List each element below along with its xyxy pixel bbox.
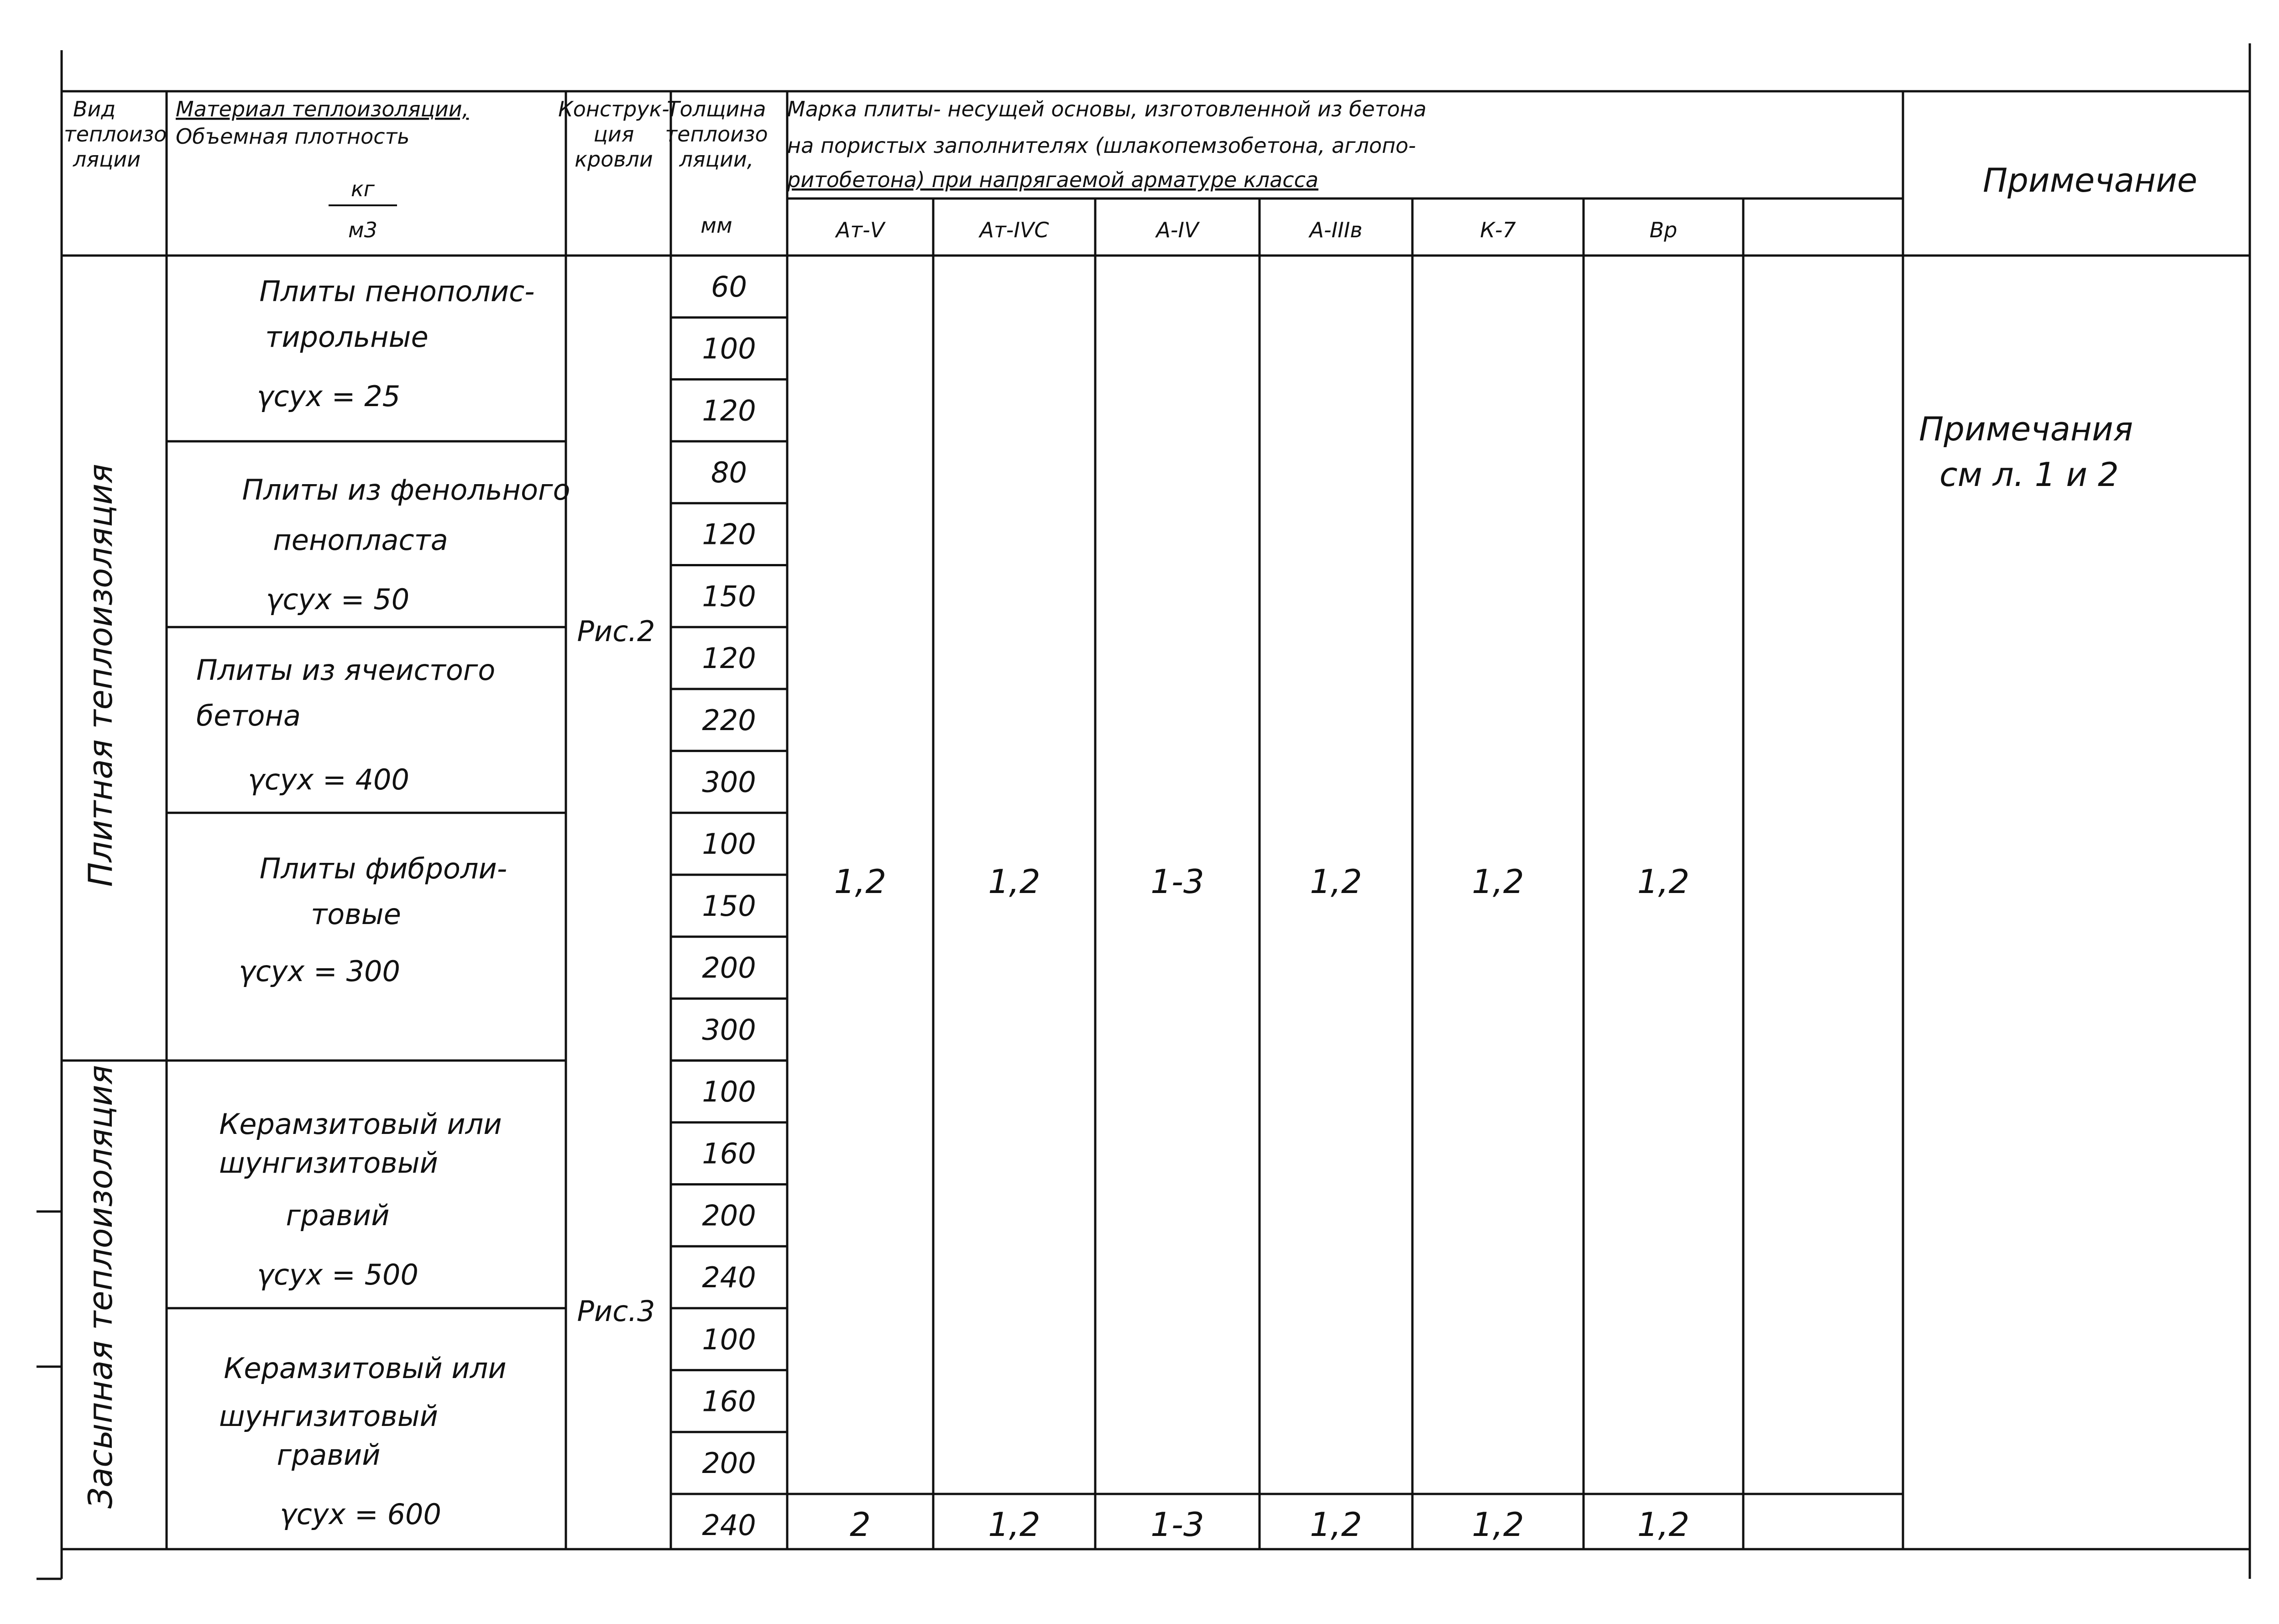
class-header-2: А-IV (1156, 218, 1199, 242)
material-6-line-1: Керамзитовый или (224, 1352, 507, 1385)
material-3-line-2: бетона (196, 699, 301, 732)
construction-fig-2: Рис.2 (577, 615, 655, 648)
remark-line-1: Примечания (1919, 410, 2133, 448)
mark-value-last-row: 1,2 (1637, 1505, 1690, 1544)
mark-value-main: 1,2 (1310, 862, 1362, 901)
mark-values (834, 862, 1690, 1544)
mark-value-main: 1,2 (834, 862, 887, 901)
header-kind-line-1: Вид (73, 97, 116, 121)
mark-value-main: 1-3 (1150, 862, 1204, 901)
header-mark-line-2: на пористых заполнителях (шлакопемзобетона, аглопо- (787, 133, 1416, 158)
header-thickness-line-1: Толщина (667, 97, 766, 121)
class-header-3: А-IIIв (1309, 218, 1363, 242)
thickness-cell: 160 (702, 1384, 756, 1418)
mark-value-main: 1,2 (1637, 862, 1690, 901)
thickness-cell: 120 (702, 394, 756, 428)
thickness-cell: 100 (702, 827, 756, 861)
header-unit-denominator: м3 (348, 218, 377, 242)
thickness-cell: 200 (702, 1446, 756, 1480)
material-5-line-3: гравий (286, 1199, 390, 1232)
material-2-line-2: пенопласта (273, 523, 448, 557)
kind-labels (81, 464, 120, 1509)
material-6-density: γсух = 600 (280, 1498, 441, 1531)
header-mark-line-1: Марка плиты- несущей основы, изготовленной из бетона (787, 97, 1427, 121)
thickness-cell: 100 (702, 1075, 756, 1108)
thickness-cell: 300 (702, 765, 756, 799)
header-construction-line-1: Конструк- (558, 97, 669, 121)
class-header-4: К-7 (1480, 218, 1516, 242)
thickness-cell: 240 (702, 1508, 756, 1542)
material-1-line-2: тирольные (265, 320, 429, 354)
thickness-cell: 150 (702, 580, 756, 613)
remarks (1919, 410, 2133, 494)
thickness-cell: 200 (702, 1199, 756, 1232)
material-4-density: γсух = 300 (239, 955, 400, 988)
material-6-line-2: шунгизитовый (219, 1399, 438, 1433)
remark-line-2: см л. 1 и 2 (1939, 455, 2119, 494)
header-kind-line-3: ляции (73, 147, 141, 172)
mark-value-last-row: 1,2 (1310, 1505, 1362, 1544)
material-5-density: γсух = 500 (257, 1258, 418, 1291)
mark-value-last-row: 2 (850, 1505, 871, 1544)
material-6-line-3: гравий (277, 1438, 381, 1472)
mark-value-main: 1,2 (988, 862, 1040, 901)
header-kind-line-2: теплоизо (64, 122, 167, 146)
mark-value-main: 1,2 (1472, 862, 1524, 901)
construction-fig-3: Рис.3 (577, 1295, 655, 1328)
materials (196, 275, 570, 1531)
class-header-1: Ат-IVС (979, 218, 1049, 242)
header-thickness-line-2: теплоизо (665, 122, 768, 146)
header-material-line-1: Материал теплоизоляции, (176, 97, 469, 121)
material-2-line-1: Плиты из фенольного (242, 473, 570, 507)
material-1-line-1: Плиты пенополис- (259, 275, 535, 308)
thickness-cell: 240 (702, 1261, 756, 1295)
thickness-cell: 80 (711, 455, 747, 489)
material-1-density: γсух = 25 (256, 380, 401, 413)
thickness-cell: 300 (702, 1013, 756, 1047)
thickness-cell: 120 (702, 517, 756, 551)
mark-value-last-row: 1-3 (1150, 1505, 1204, 1544)
thickness-cell: 200 (702, 951, 756, 985)
thickness-cell: 120 (702, 642, 756, 675)
header-thickness-unit: мм (700, 213, 732, 238)
thickness-column (702, 270, 756, 1542)
kind-label-slab: Плитная теплоизоляция (81, 464, 120, 887)
header-material-line-2: Объемная плотность (176, 124, 410, 149)
mark-value-last-row: 1,2 (988, 1505, 1040, 1544)
header-unit-numerator: кг (351, 177, 375, 201)
reinforcement-class-headers (835, 218, 1678, 242)
header-thickness-line-3: ляции, (679, 147, 754, 172)
header-construction-line-3: кровли (575, 147, 653, 172)
thickness-cell: 150 (702, 889, 756, 923)
mark-value-last-row: 1,2 (1472, 1505, 1524, 1544)
material-4-line-2: товые (311, 898, 401, 931)
sheet-frame (37, 43, 2250, 1579)
material-3-density: γсух = 400 (248, 763, 409, 796)
table-grid (62, 91, 2250, 1549)
table-header (64, 97, 2197, 242)
header-note: Примечание (1982, 161, 2198, 199)
material-5-line-1: Керамзитовый или (219, 1107, 502, 1141)
thickness-cell: 100 (702, 1322, 756, 1356)
material-3-line-1: Плиты из ячеистого (196, 653, 496, 687)
header-construction-line-2: ция (593, 122, 634, 146)
thickness-cell: 100 (702, 332, 756, 366)
class-header-5: Вр (1649, 218, 1678, 242)
thickness-cell: 60 (711, 270, 747, 303)
thickness-cell: 160 (702, 1137, 756, 1170)
material-4-line-1: Плиты фиброли- (259, 852, 507, 885)
material-2-density: γсух = 50 (266, 583, 410, 616)
class-header-0: Ат-V (836, 218, 885, 242)
constructions (577, 615, 655, 1328)
kind-label-backfill: Засыпная теплоизоляция (81, 1065, 120, 1509)
header-mark-line-3: ритобетона) при напрягаемой арматуре класса (787, 167, 1319, 192)
material-5-line-2: шунгизитовый (219, 1146, 438, 1180)
thickness-cell: 220 (702, 703, 756, 737)
